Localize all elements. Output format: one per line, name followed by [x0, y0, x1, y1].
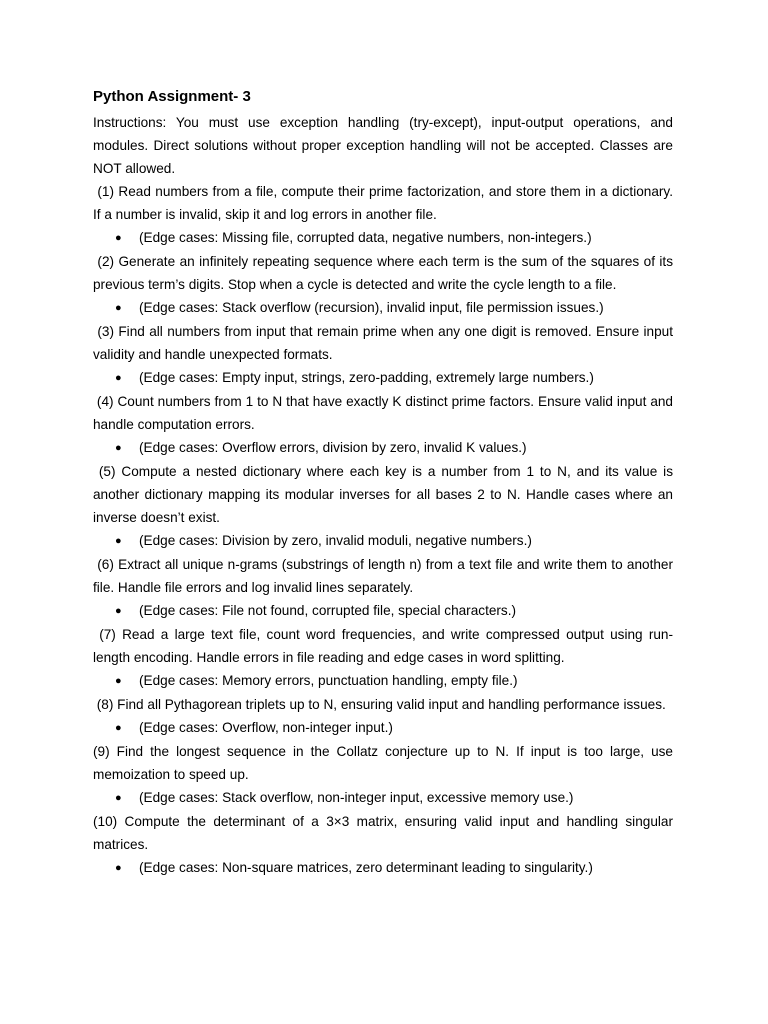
- task-9-text: (9) Find the longest sequence in the Collatz conjecture up to N. If input is too large, use memoization to speed up.: [93, 744, 673, 782]
- edge-cases-text: (Edge cases: Stack overflow (recursion), invalid input, file permission issues.): [139, 300, 604, 315]
- task-8-edge-cases: [93, 716, 673, 740]
- task-2-edge-cases: [93, 296, 673, 320]
- task-3-edge-cases: [93, 366, 673, 390]
- bullet-icon: ●: [115, 792, 122, 804]
- edge-cases-text: (Edge cases: File not found, corrupted file, special characters.): [139, 603, 517, 618]
- task-4-edge-cases: [93, 436, 673, 460]
- task-7-edge-cases: [93, 669, 673, 693]
- bullet-icon: ●: [115, 302, 122, 314]
- task-5-edge-cases: [93, 529, 673, 553]
- task-6-edge-cases: [93, 599, 673, 623]
- bullet-icon: ●: [115, 372, 122, 384]
- bullet-icon: ●: [115, 722, 122, 734]
- task-10-edge-cases: [93, 856, 673, 880]
- bullet-icon: ●: [115, 535, 122, 547]
- page-title: Python Assignment- 3: [93, 88, 251, 105]
- edge-cases-text: (Edge cases: Memory errors, punctuation handling, empty file.): [139, 673, 518, 688]
- edge-cases-text: (Edge cases: Division by zero, invalid moduli, negative numbers.): [139, 533, 532, 548]
- bullet-icon: ●: [115, 605, 122, 617]
- task-4-text: (4) Count numbers from 1 to N that have exactly K distinct prime factors. Ensure valid input and handle computation errors.: [93, 394, 673, 432]
- task-8-text: (8) Find all Pythagorean triplets up to N, ensuring valid input and handling performance issues.: [93, 697, 666, 712]
- instructions-paragraph: Instructions: You must use exception handling (try-except), input-output operations, and modules. Direct solutions without proper exception handling will not be accepted. Classes are NOT allowed.: [93, 115, 673, 176]
- bullet-icon: ●: [115, 862, 122, 874]
- task-7-text: (7) Read a large text file, count word frequencies, and write compressed output using run-length encoding. Handle errors in file reading and edge cases in word splitting.: [93, 627, 673, 665]
- bullet-icon: ●: [115, 675, 122, 687]
- document-page: [93, 86, 673, 880]
- task-3-text: (3) Find all numbers from input that remain prime when any one digit is removed. Ensure input validity and handle unexpected formats.: [93, 324, 673, 362]
- task-9-edge-cases: [93, 786, 673, 810]
- edge-cases-text: (Edge cases: Overflow, non-integer input.): [139, 720, 393, 735]
- task-2-text: (2) Generate an infinitely repeating sequence where each term is the sum of the squares of its previous term’s digits. Stop when a cycle is detected and write the cycle length to a file.: [93, 254, 673, 292]
- task-1-edge-cases: [93, 226, 673, 250]
- task-10-text: (10) Compute the determinant of a 3×3 matrix, ensuring valid input and handling singular matrices.: [93, 814, 673, 852]
- task-1-text: (1) Read numbers from a file, compute their prime factorization, and store them in a dictionary. If a number is invalid, skip it and log errors in another file.: [93, 184, 673, 222]
- edge-cases-text: (Edge cases: Non-square matrices, zero determinant leading to singularity.): [139, 860, 593, 875]
- task-5-text: (5) Compute a nested dictionary where each key is a number from 1 to N, and its value is another dictionary mapping its modular inverses for all bases 2 to N. Handle cases where an inverse doesn’t exist.: [93, 464, 673, 525]
- edge-cases-text: (Edge cases: Missing file, corrupted data, negative numbers, non-integers.): [139, 230, 592, 245]
- edge-cases-text: (Edge cases: Empty input, strings, zero-padding, extremely large numbers.): [139, 370, 594, 385]
- bullet-icon: ●: [115, 232, 122, 244]
- bullet-icon: ●: [115, 442, 122, 454]
- edge-cases-text: (Edge cases: Stack overflow, non-integer input, excessive memory use.): [139, 790, 574, 805]
- task-6-text: (6) Extract all unique n-grams (substrings of length n) from a text file and write them to another file. Handle file errors and log invalid lines separately.: [93, 557, 673, 595]
- edge-cases-text: (Edge cases: Overflow errors, division by zero, invalid K values.): [139, 440, 527, 455]
